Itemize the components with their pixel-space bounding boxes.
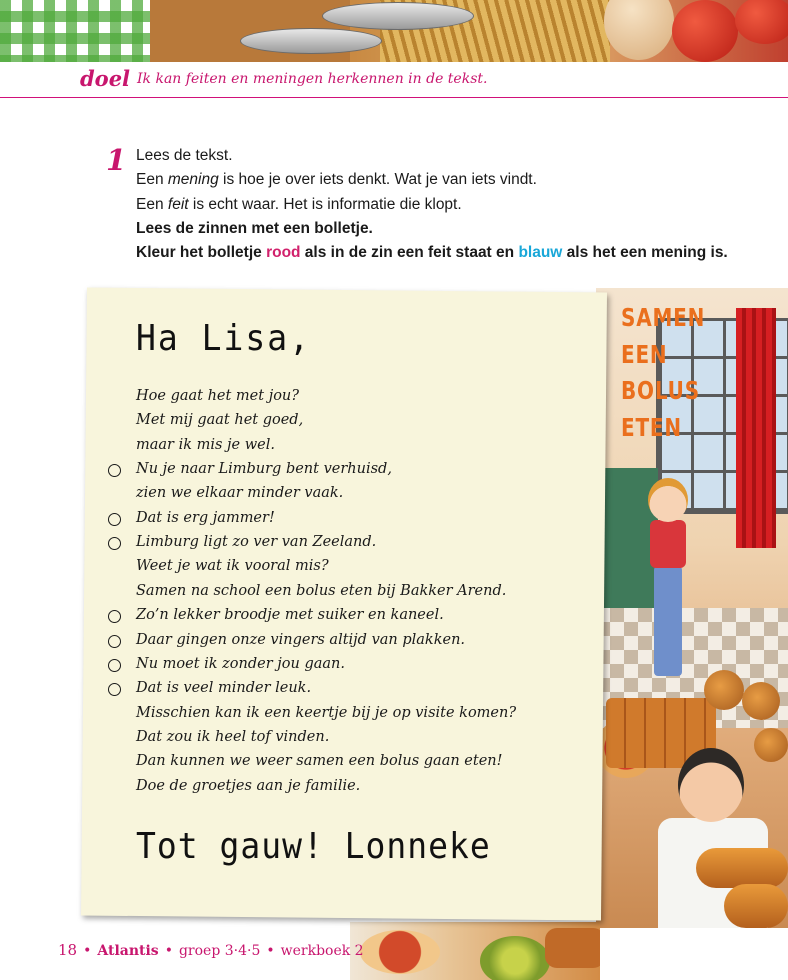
- rood-word: rood: [266, 244, 301, 262]
- letter-line-text: Hoe gaat het met jou?: [136, 388, 300, 404]
- letter-line: [108, 461, 578, 485]
- answer-circle[interactable]: [108, 464, 121, 477]
- assignment-instructions: [136, 144, 756, 265]
- instruction-line-bold: Lees de zinnen met een bolletje.: [136, 219, 373, 237]
- answer-circle[interactable]: [108, 683, 121, 696]
- letter-line-text: Nu moet ik zonder jou gaan.: [136, 655, 345, 672]
- egg-illustration: [604, 0, 674, 60]
- bread-loaf: [724, 884, 788, 928]
- letter-line-text: Met mij gaat het goed,: [136, 412, 304, 429]
- instruction-line-bold: Kleur het bolletje rood als in de zin een feit staat en blauw als het een mening is.: [136, 244, 728, 262]
- fish-illustration: [240, 28, 382, 54]
- letter-line: [108, 534, 578, 558]
- answer-circle[interactable]: [108, 537, 121, 550]
- letter-line: [108, 753, 578, 777]
- instruction-line: Een mening is hoe je over iets denkt. Wat je van iets vindt.: [136, 171, 537, 189]
- tomato-illustration: [735, 0, 788, 44]
- answer-circle[interactable]: [108, 610, 121, 623]
- brand-name: Atlantis: [97, 943, 159, 959]
- letter-line: [108, 656, 578, 680]
- answer-circle[interactable]: [108, 513, 121, 526]
- letter-line: [108, 632, 578, 656]
- letter-line: [108, 729, 578, 753]
- letter-line-text: Daar gingen onze vingers altijd van plakken.: [136, 631, 466, 648]
- page-footer: 18 • Atlantis • groep 3·4·5 • werkboek 2: [58, 941, 364, 959]
- letter-line-text: Dat is erg jammer!: [136, 509, 275, 526]
- letter-line: [108, 412, 578, 436]
- assignment-number: 1: [106, 143, 127, 177]
- letter-line: [108, 437, 578, 461]
- letter-line-text: Dan kunnen we weer samen een bolus gaan eten!: [136, 753, 503, 770]
- letter-line-text: Zo’n lekker broodje met suiker en kaneel.: [136, 607, 444, 624]
- letter-line-text: Limburg ligt zo ver van Zeeland.: [136, 534, 377, 551]
- letter-line: [108, 583, 578, 607]
- letter-line: [108, 510, 578, 534]
- letter-line-text: Misschien kan ik een keertje bij je op visite komen?: [136, 704, 517, 721]
- goal-divider: [0, 97, 788, 98]
- letter-line-text: Dat zou ik heel tof vinden.: [136, 728, 330, 745]
- answer-circle[interactable]: [108, 659, 121, 672]
- letter-line-text: Dat is veel minder leuk.: [136, 680, 312, 697]
- letter-greeting: Ha Lisa,: [136, 316, 311, 359]
- instruction-line: Lees de tekst.: [136, 147, 233, 164]
- melon-illustration: [480, 936, 550, 980]
- girl-figure: [654, 566, 682, 676]
- baker-figure: [678, 748, 744, 822]
- letter-line: [108, 778, 578, 802]
- doel-label: doel: [80, 66, 131, 91]
- letter-line-text: Nu je naar Limburg bent verhuisd,: [136, 461, 392, 478]
- food-photo-banner: [0, 0, 788, 62]
- girl-figure: [648, 478, 688, 522]
- letter-signoff: Tot gauw! Lonneke: [136, 824, 491, 867]
- tomato-illustration: [672, 0, 738, 62]
- letter-line-text: maar ik mis je wel.: [136, 436, 275, 453]
- bolus-pastry: [704, 670, 744, 710]
- letter-line-text: Samen na school een bolus eten bij Bakker Arend.: [136, 582, 507, 599]
- letter-line-text: Doe de groetjes aan je familie.: [136, 777, 361, 794]
- bolus-pastry: [754, 728, 788, 762]
- bottom-food-illustration: [350, 922, 600, 980]
- bread-loaf: [545, 928, 600, 968]
- letter-line: [108, 388, 578, 412]
- page-number: 18: [58, 941, 78, 959]
- letter-line: [108, 558, 578, 582]
- instruction-line: Een feit is echt waar. Het is informatie die klopt.: [136, 195, 462, 213]
- workbook-label: werkboek 2: [280, 943, 364, 959]
- red-curtain: [736, 308, 776, 548]
- blauw-word: blauw: [518, 244, 563, 262]
- group-label: groep 3·4·5: [178, 943, 261, 959]
- letter-line-text: zien we elkaar minder vaak.: [136, 485, 344, 502]
- answer-circle[interactable]: [108, 635, 121, 648]
- letter-line-text: Weet je wat ik vooral mis?: [136, 558, 329, 575]
- letter-line: [108, 607, 578, 631]
- bolus-pastry: [742, 682, 780, 720]
- letter-line: [108, 705, 578, 729]
- learning-goal-text: Ik kan feiten en meningen herkennen in de tekst.: [137, 71, 488, 87]
- letter-line: [108, 485, 578, 509]
- fish-illustration: [322, 2, 474, 30]
- girl-figure: [650, 520, 686, 568]
- pizza-illustration: [360, 930, 440, 974]
- illustration-title: SAMEN EEN BOLUS ETEN: [621, 303, 706, 442]
- bread-loaf: [696, 848, 788, 888]
- letter-line: [108, 680, 578, 704]
